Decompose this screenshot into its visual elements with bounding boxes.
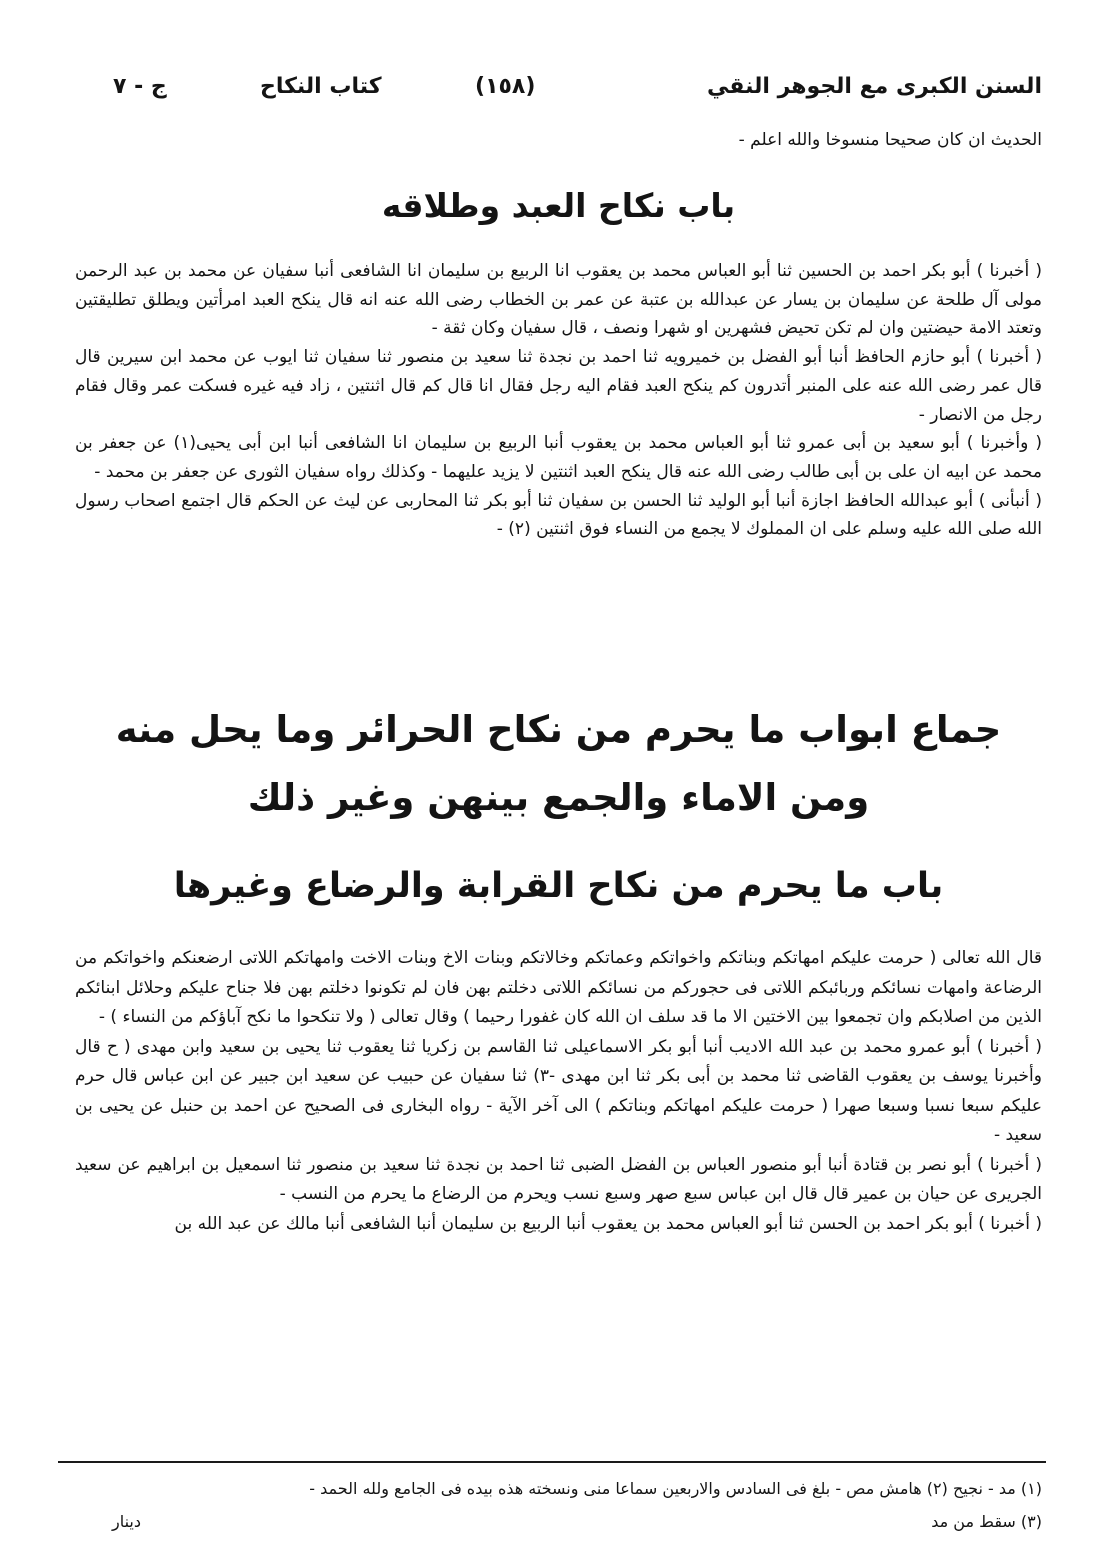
footnote-divider — [58, 1461, 1046, 1463]
hadith-paragraph: ( أخبرنا ) أبو نصر بن قتادة أنبا أبو منصور العباس بن الفضل الضبى ثنا احمد بن نجدة ثنا سعيد بن منصور ثنا اسمعيل بن ابراهيم عن سعيد الجريرى عن حيان بن عمير قال قال ابن عباس سبع صهر وسبع نسب ويحرم من الرضاع ما يحرم من النسب - — [75, 1154, 1042, 1205]
footnote-line-1: (١) مد - نجيح (٢) هامش مص - بلغ فى السادس والاربعين سماعا منى ونسخته هذه بيده فى الجامع ولله الحمد - — [309, 1479, 1042, 1498]
catchword: دينار — [112, 1512, 142, 1531]
hadith-paragraph: ( أخبرنا ) أبو عمرو محمد بن عبد الله الاديب أنبا أبو بكر الاسماعيلى ثنا القاسم بن زكريا ثنا يعقوب ثنا يحيى بن سعيد وابن مهدى ( ح قال وأخبرنا يوسف بن يعقوب القاضى ثنا محمد بن أبى بكر ثنا ابن مهدى -٣) ثنا سفيان عن حبيب عن سعيد ابن جبير عن ابن عباس قال حرم عليكم سبعا نسبا وسبعا صهرا ( حرمت عليكم امهاتكم وبناتكم ) الى آخر الآية - رواه البخارى فى الصحيح عن احمد بن حنبل عن يحيى بن سعيد - — [75, 1036, 1042, 1146]
hadith-paragraph: ( أنبأنى ) أبو عبدالله الحافظ اجازة أنبا أبو الوليد ثنا الحسن بن سفيان ثنا أبو بكر ثنا المحاربى عن ليث عن الحكم قال اجتمع اصحاب رسول الله صلى الله عليه وسلم على ان المملوك لا يجمع من النساء فوق اثنتين (٢) - — [75, 490, 1042, 540]
footnote-row-2 — [62, 1505, 1042, 1538]
header-page-number: (١٥٨) — [475, 74, 536, 99]
hadith-paragraph: ( أخبرنا ) أبو حازم الحافظ أنبا أبو الفضل بن خميرويه ثنا احمد بن نجدة ثنا سعيد بن منصور ثنا سفيان ثنا ايوب عن محمد ابن سيرين قال قال عمر رضى الله عنه على المنبر أتدرون كم ينكح العبد فقام اليه رجل فقال انا قال كم قال اثنتين ، زاد فيه غيره فسكت عمر وقال فقام رجل من الانصار - — [75, 347, 1042, 425]
hadith-paragraph: ( وأخبرنا ) أبو سعيد بن أبى عمرو ثنا أبو العباس محمد بن يعقوب أنبا الربيع بن سليمان انا الشافعى أنبا ابن أبى يحيى(١) عن جعفر بن محمد عن ابيه ان على بن أبى طالب رضى الله عنه قال ينكح العبد اثنتين لا يزيد عليهما - وكذلك رواه سفيان الثورى عن جعفر بن محمد - — [75, 433, 1042, 482]
hadith-paragraph: ( أخبرنا ) أبو بكر احمد بن الحسين ثنا أبو العباس محمد بن يعقوب انا الربيع بن سليمان انا الشافعى أنبا سفيان عن محمد بن عبد الرحمن مولى آل طلحة عن سليمان بن يسار عن عبدالله بن عتبة عن عمر بن الخطاب رضى الله عنه انه قال ينكح العبد امرأتين ويطلق تطليقتين وتعتد الامة حيضتين وان لم تكن تحيض فشهرين او شهرا ونصف ، قال سفيان وكان ثقة - — [75, 261, 1042, 339]
hadith-paragraph: قال الله تعالى ( حرمت عليكم امهاتكم وبناتكم واخواتكم وعماتكم وخالاتكم وبنات الاخ وبنات الاخت وامهاتكم اللاتى ارضعنكم واخواتكم من الرضاعة وامهات نسائكم وربائبكم اللاتى فى حجوركم من نسائكم اللاتى دخلتم بهن فان لم تكونوا دخلتم بهن فلا جناح عليكم وحلائل ابنائكم الذين من اصلابكم وان تجمعوا بين الاختين الا ما قد سلف ان الله كان غفورا رحيما ) وقال تعالى ( ولا تنكحوا ما نكح آباؤكم من النساء ) - — [75, 948, 1042, 1028]
footnote-line-2: (٣) سقط من مد — [931, 1512, 1042, 1531]
hadith-paragraph: ( أخبرنا ) أبو بكر احمد بن الحسن ثنا أبو العباس محمد بن يعقوب أنبا الربيع بن سليمان أنبا الشافعى أنبا مالك عن عبد الله بن — [174, 1213, 1042, 1234]
main-heading-line-2: ومن الاماء والجمع بينهن وغير ذلك — [247, 776, 870, 820]
header-section-title: كتاب النكاح — [260, 74, 382, 99]
chapter1-body — [75, 257, 1042, 544]
footnotes — [62, 1472, 1042, 1538]
header-book-title: السنن الكبرى مع الجوهر النقي — [707, 74, 1042, 99]
running-header — [75, 66, 1042, 108]
section-main-heading — [75, 696, 1042, 832]
header-volume: ج - ٧ — [113, 74, 167, 99]
chapter-title-prohibited-marriages: باب ما يحرم من نكاح القرابة والرضاع وغيرها — [173, 866, 944, 907]
chapter2-body — [75, 944, 1042, 1239]
continuation-line: الحديث ان كان صحيحا منسوخا والله اعلم - — [738, 130, 1042, 150]
chapter-title-slave-marriage: باب نكاح العبد وطلاقه — [381, 186, 736, 225]
main-heading-line-1: جماع ابواب ما يحرم من نكاح الحرائر وما يحل منه — [115, 708, 1002, 752]
